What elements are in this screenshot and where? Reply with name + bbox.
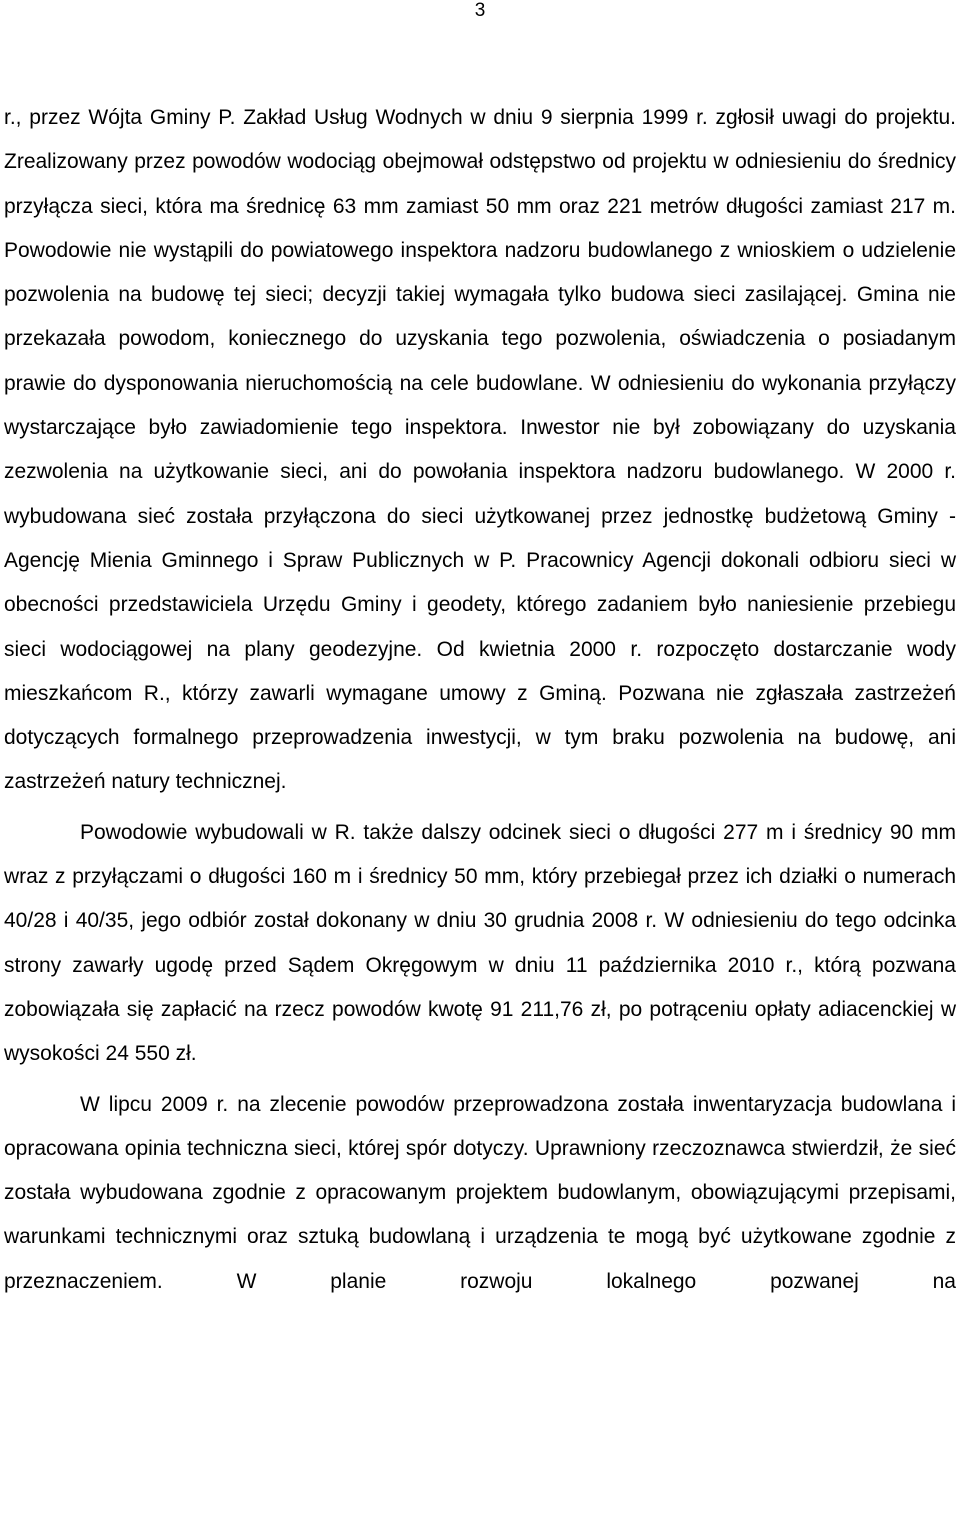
document-body [4, 96, 956, 1304]
paragraph-3: W lipcu 2009 r. na zlecenie powodów przeprowadzona została inwentaryzacja budowlana i opracowana opinia techniczna sieci, której spór dotyczy. Uprawniony rzeczoznawca stwierdził, że sieć została wybudowana zgodnie z opracowanym projektem budowlanym, obowiązującymi przepisami, warunkami technicznymi oraz sztuką budowlaną i urządzenia te mogą być użytkowane zgodnie z przeznaczeniem. W planie rozwoju lokalnego pozwanej na [4, 1092, 956, 1293]
page-number [0, 0, 960, 22]
page-number-text: 3 [474, 0, 486, 21]
paragraph-1: r., przez Wójta Gminy P. Zakład Usług Wodnych w dniu 9 sierpnia 1999 r. zgłosił uwagi do projektu. Zrealizowany przez powodów wodociąg obejmował odstępstwo od projektu w odniesieniu do średnicy przyłącza sieci, która ma średnicę 63 mm zamiast 50 mm oraz 221 metrów długości zamiast 217 m. Powodowie nie wystąpili do powiatowego inspektora nadzoru budowlanego z wnioskiem o udzielenie pozwolenia na budowę tej sieci; decyzji takiej wymagała tylko budowa sieci zasilającej. Gmina nie przekazała powodom, koniecznego do uzyskania tego pozwolenia, oświadczenia o posiadanym prawie do dysponowania nieruchomością na cele budowlane. W odniesieniu do wykonania przyłączy wystarczające było zawiadomienie tego inspektora. Inwestor nie był zobowiązany do uzyskania zezwolenia na użytkowanie sieci, ani do powołania inspektora nadzoru budowlanego. W 2000 r. wybudowana sieć została przyłączona do sieci użytkowanej przez jednostkę budżetową Gminy - Agencję Mienia Gminnego i Spraw Publicznych w P. Pracownicy Agencji dokonali odbioru sieci w obecności przedstawiciela Urzędu Gminy i geodety, którego zadaniem było naniesienie przebiegu sieci wodociągowej na plany geodezyjne. Od kwietnia 2000 r. rozpoczęto dostarczanie wody mieszkańcom R., którzy zawarli wymagane umowy z Gminą. Pozwana nie zgłaszała zastrzeżeń dotyczących formalnego przeprowadzenia inwestycji, w tym braku pozwolenia na budowę, ani zastrzeżeń natury technicznej. [4, 106, 956, 794]
paragraph-2: Powodowie wybudowali w R. także dalszy odcinek sieci o długości 277 m i średnicy 90 mm wraz z przyłączami o długości 160 m i średnicy 50 mm, który przebiegał przez ich działki o numerach 40/28 i 40/35, jego odbiór został dokonany w dniu 30 grudnia 2008 r. W odniesieniu do tego odcinka strony zawarły ugodę przed Sądem Okręgowym w dniu 11 października 2010 r., którą pozwana zobowiązała się zapłacić na rzecz powodów kwotę 91 211,76 zł, po potrąceniu opłaty adiacenckiej w wysokości 24 550 zł. [4, 820, 956, 1066]
